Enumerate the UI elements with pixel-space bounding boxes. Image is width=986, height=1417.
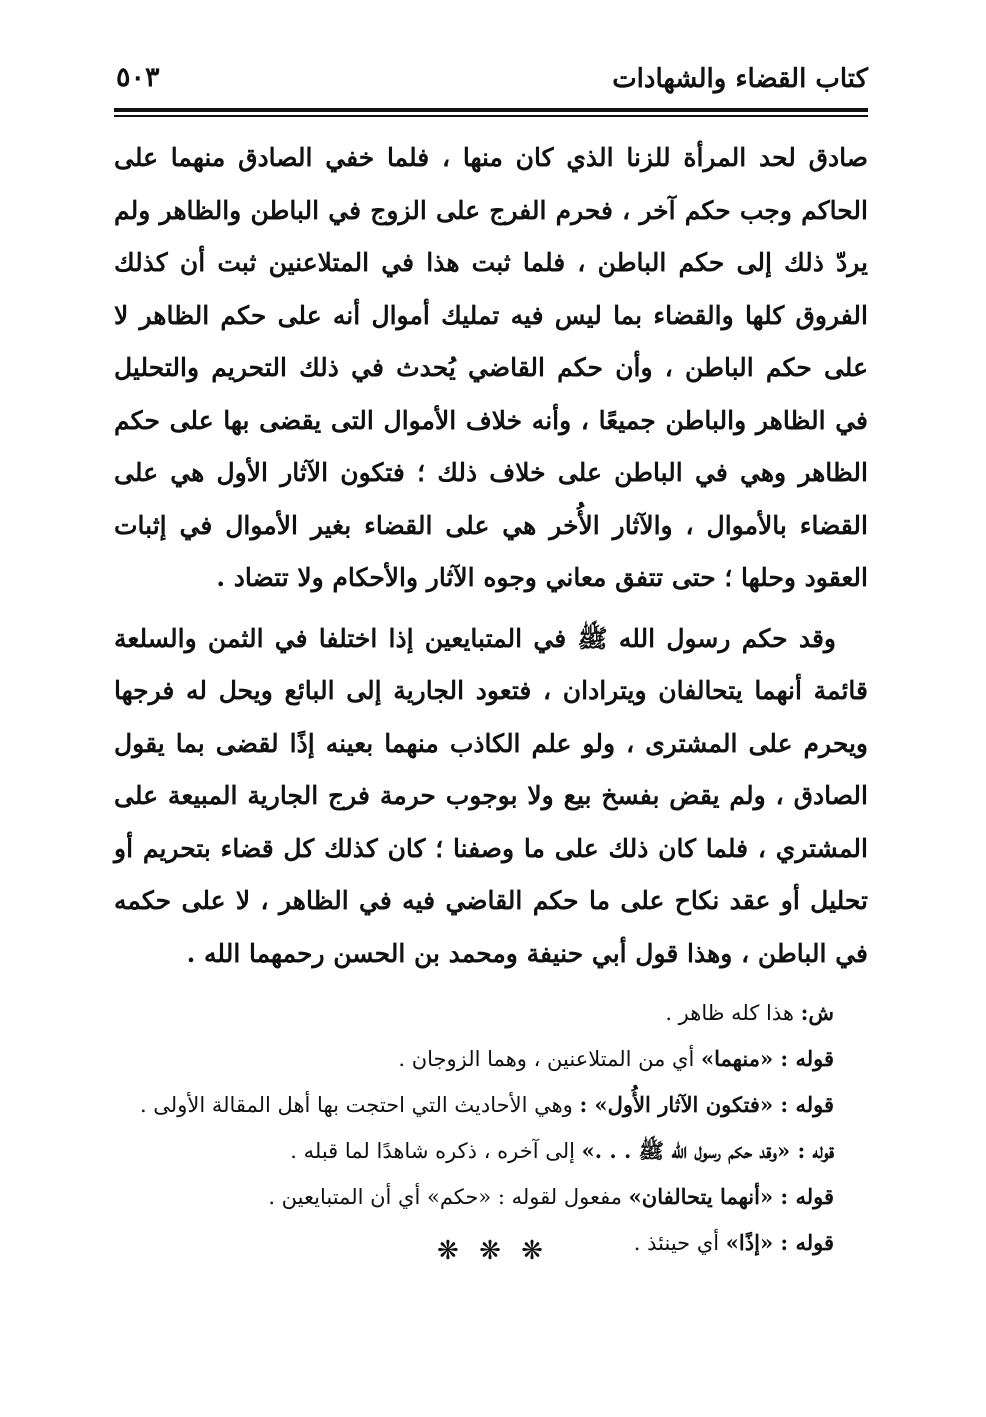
note-text: وهي الأحاديث التي احتجت بها أهل المقالة الأولى . xyxy=(139,1093,580,1117)
commentary-note xyxy=(114,1082,868,1128)
note-lead: قوله : «منهما» xyxy=(701,1046,834,1071)
commentary-note xyxy=(114,1174,868,1220)
page-header xyxy=(114,58,868,104)
body-paragraph: وقد حكم رسول الله ﷺ في المتبايعين إذا اختلفا في الثمن والسلعة قائمة أنهما يتحالفان ويترادان ، فتعود الجارية إلى البائع ويحل له فرجها ويحرم على المشترى ، ولو علم الكاذب منهما بعينه إذًا لقضى بما يقول الصادق ، ولم يقض بفسخ بيع ولا بوجوب حرمة فرج الجارية المبيعة على المشتري ، فلما كان ذلك على ما وصفنا ؛ كان كذلك كل قضاء بتحريم أو تحليل أو عقد نكاح على ما حكم القاضي فيه في الظاهر ، لا على حكمه في الباطن ، وهذا قول أبي حنيفة ومحمد بن الحسن رحمهما الله . xyxy=(114,623,868,968)
commentary-note xyxy=(114,1128,868,1174)
note-lead: ش: xyxy=(800,1000,834,1025)
commentary-section xyxy=(114,990,868,1266)
note-text: أي من المتلاعنين ، وهما الزوجان . xyxy=(398,1047,702,1071)
header-rule-thin xyxy=(114,115,868,117)
note-text: هذا كله ظاهر . xyxy=(665,1001,801,1025)
note-text: إلى آخره ، ذكره شاهدًا لما قبله . xyxy=(290,1139,582,1163)
section-separator: ❋ ❋ ❋ xyxy=(437,1236,549,1266)
note-lead: قوله : «فتكون الآثار الأُول» : xyxy=(579,1092,834,1117)
note-text: أي حينئذ . xyxy=(633,1231,726,1255)
note-lead: قوله : «إذًا» xyxy=(725,1230,834,1255)
commentary-note xyxy=(114,1036,868,1082)
running-title: كتاب القضاء والشهادات xyxy=(612,64,868,94)
note-text: مفعول لقوله : «حكم» أي أن المتبايعين . xyxy=(268,1185,629,1209)
note-lead: قوله : «وقد حكم رسول الله ﷺ . . .» xyxy=(581,1138,834,1163)
note-lead: قوله : «أنهما يتحالفان» xyxy=(628,1184,834,1209)
body-paragraph: صادق لحد المرأة للزنا الذي كان منها ، فلما خفي الصادق منهما على الحاكم وجب حكم آخر ، فحرم الفرج على الزوج في الباطن والظاهر ولم يردّ ذلك إلى حكم الباطن ، فلما ثبت هذا في المتلاعنين ثبت أن كذلك الفروق كلها والقضاء بما ليس فيه تمليك أموال أنه على حكم الظاهر لا على حكم الباطن ، وأن حكم القاضي يُحدث في ذلك التحريم والتحليل في الظاهر والباطن جميعًا ، وأنه خلاف الأموال التى يقضى بها على حكم الظاهر وهي في الباطن على خلاف ذلك ؛ فتكون الآثار الأول هي على القضاء بالأموال ، والآثار الأُخر هي على القضاء بغير الأموال في إثبات العقود وحلها ؛ حتى تتفق معاني وجوه الآثار والأحكام ولا تتضاد . xyxy=(114,143,869,592)
commentary-note xyxy=(114,990,868,1036)
page-body xyxy=(114,132,868,1266)
page-number: ٥٠٣ xyxy=(116,62,160,93)
header-rule-thick xyxy=(114,108,868,112)
